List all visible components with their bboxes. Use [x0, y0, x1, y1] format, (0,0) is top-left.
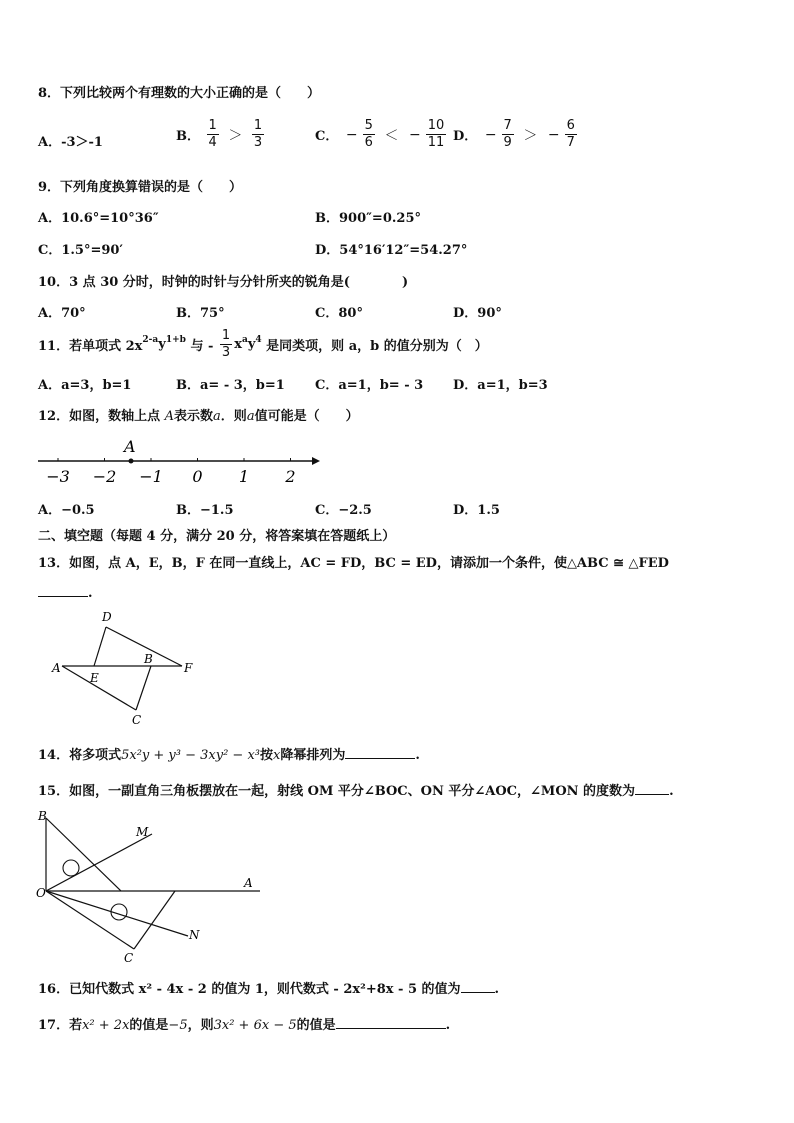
axis-arrow — [312, 457, 320, 465]
q11-option-b: B．a= - 3，b=1 — [176, 378, 285, 393]
variable: x — [273, 748, 281, 763]
numerator: 1 — [221, 328, 231, 343]
stem-text: y — [247, 337, 256, 352]
operator: ＞ — [228, 127, 243, 144]
triangle1-hole — [63, 860, 79, 876]
stem-text: 16．已知代数式 x² - 4x - 2 的值为 1，则代数式 - 2x²+8x - 5 的值为 — [38, 982, 461, 997]
fraction — [502, 118, 514, 151]
stem-text: 11．若单项式 2x — [38, 339, 143, 354]
q10-stem: 10．3 点 30 分时，时钟的时针与分针所夹的锐角是( ) — [38, 275, 409, 290]
label-e: E — [90, 671, 99, 685]
exponent: 4 — [255, 335, 262, 345]
expression: 3x² + 6x − 5 — [213, 1018, 297, 1033]
label-d: D — [102, 610, 112, 624]
exponent: a — [241, 335, 248, 345]
option-label: A． — [38, 135, 62, 150]
answer-blank — [38, 584, 88, 597]
section-heading: 二、填空题（每题 4 分，满分 20 分，将答案填在答题纸上） — [38, 529, 396, 544]
number-line-figure — [36, 434, 326, 490]
q11-option-a: A．a=3，b=1 — [38, 378, 132, 393]
q15-figure — [34, 806, 274, 966]
q8-option-d — [453, 118, 579, 151]
answer-blank — [635, 782, 669, 795]
tick-label: −1 — [139, 467, 163, 486]
stem-text: 15．如图，一副直角三角板摆放在一起，射线 OM 平分∠BOC、ON 平分∠AOC，∠MON 的度数为 — [38, 784, 636, 799]
q15-stem — [38, 780, 674, 799]
q9-option-b: B．900″=0.25° — [315, 211, 421, 226]
q8-option-a — [38, 131, 103, 150]
denominator: 9 — [503, 135, 512, 150]
triangle1-edge-b — [46, 818, 121, 891]
option-label: C． — [315, 129, 339, 144]
fraction — [363, 118, 375, 151]
q16-stem — [38, 978, 499, 997]
segment-de — [94, 627, 106, 666]
q10-option-c: C．80° — [315, 306, 363, 321]
variable: a — [213, 409, 221, 424]
segment-bc — [136, 666, 151, 710]
q10-option-d: D．90° — [453, 306, 502, 321]
q9-option-d: D．54°16′12″=54.27° — [315, 243, 468, 258]
operator: ＜ — [384, 127, 399, 144]
punctuation: . — [445, 1018, 451, 1033]
q10-option-a: A．70° — [38, 306, 86, 321]
numerator: 7 — [503, 118, 512, 133]
numerator: 1 — [208, 118, 217, 133]
fraction — [220, 328, 232, 361]
stem-text: x — [234, 337, 242, 352]
answer-blank — [461, 980, 495, 993]
exponent: 1+b — [165, 335, 186, 345]
exponent: 2-a — [142, 335, 159, 345]
punctuation: . — [494, 982, 500, 997]
stem-text: y — [158, 337, 166, 352]
q12-stem — [38, 405, 359, 424]
tick-label: −3 — [46, 467, 70, 486]
q13-stem: 13．如图，点 A，E，B，F 在同一直线上，AC = FD，BC = ED，请添加一个条件，使△ABC ≅ △FED — [38, 556, 669, 571]
q12-option-d: D．1.5 — [453, 503, 500, 518]
q12-option-c: C．−2.5 — [315, 503, 372, 518]
label-o: O — [36, 886, 46, 900]
fraction — [207, 118, 219, 151]
q11-option-d: D．a=1，b=3 — [453, 378, 548, 393]
ray-om — [46, 834, 152, 891]
punctuation: . — [669, 784, 674, 799]
numerator: 5 — [364, 118, 373, 133]
label-a: A — [52, 661, 61, 675]
label-b: B — [144, 652, 153, 666]
operator: ＞ — [523, 127, 538, 144]
answer-blank — [345, 746, 415, 759]
minus-sign: − — [484, 126, 497, 143]
q8-stem: 8．下列比较两个有理数的大小正确的是（ ） — [38, 86, 321, 101]
q17-stem — [38, 1014, 450, 1033]
tick-label: 1 — [238, 467, 250, 486]
tick-label: −2 — [92, 467, 117, 486]
label-c: C — [132, 713, 142, 727]
q9-option-a: A．10.6°=10°36″ — [38, 211, 159, 226]
denominator: 11 — [427, 135, 445, 150]
fraction — [252, 118, 264, 151]
point-label: A — [164, 409, 175, 424]
option-label: B． — [176, 129, 200, 144]
stem-text: 值可能是（ ） — [254, 409, 359, 424]
q11-option-c: C．a=1，b= - 3 — [315, 378, 424, 393]
point-a-dot — [129, 459, 134, 464]
fraction — [565, 118, 577, 151]
q11-stem — [38, 328, 488, 361]
denominator: 3 — [221, 345, 231, 360]
denominator: 6 — [364, 135, 373, 150]
label-n: N — [189, 928, 200, 942]
label-c: C — [124, 951, 134, 965]
triangle2-edge — [134, 891, 175, 949]
denominator: 4 — [208, 135, 217, 150]
stem-text: 降幂排列为 — [280, 748, 346, 763]
minus-sign: − — [408, 126, 421, 143]
tick-label: 0 — [192, 467, 203, 486]
punctuation: . — [415, 748, 420, 763]
q13-answer-line — [38, 584, 93, 601]
q8-option-c — [315, 118, 448, 151]
q14-stem — [38, 744, 420, 763]
option-label: D． — [453, 129, 478, 144]
stem-text: 按 — [259, 748, 273, 763]
q12-option-a: A．−0.5 — [38, 503, 95, 518]
punctuation: . — [88, 586, 93, 601]
minus-sign: − — [345, 126, 358, 143]
stem-text: 与 - — [185, 339, 214, 354]
denominator: 7 — [566, 135, 575, 150]
axis-point-label: A — [124, 437, 136, 456]
ray-on — [46, 891, 188, 936]
stem-text: 是同类项，则 a，b 的值分别为（ ） — [261, 339, 488, 354]
label-f: F — [184, 661, 193, 675]
stem-text: 的值是 — [296, 1018, 336, 1033]
fraction — [426, 118, 447, 151]
label-b: B — [38, 809, 47, 823]
stem-text: ，则 — [187, 1018, 214, 1033]
answer-blank — [336, 1016, 446, 1029]
label-a: A — [244, 876, 253, 890]
segment-ac — [62, 666, 136, 710]
tick-label: 2 — [285, 467, 296, 486]
stem-text: 的值是 — [129, 1018, 169, 1033]
polynomial: 5x²y + y³ − 3xy² − x³ — [121, 748, 260, 763]
q12-option-b: B．−1.5 — [176, 503, 234, 518]
label-m: M — [136, 825, 149, 839]
q9-option-c: C．1.5°=90′ — [38, 243, 123, 258]
option-text: -3＞-1 — [61, 135, 103, 150]
value: −5 — [168, 1018, 188, 1033]
stem-text: 12．如图，数轴上点 — [38, 409, 165, 424]
variable: a — [246, 409, 255, 424]
minus-sign: − — [547, 126, 560, 143]
stem-text: 17．若 — [38, 1018, 83, 1033]
stem-text: ．则 — [220, 409, 247, 424]
q9-stem: 9．下列角度换算错误的是（ ） — [38, 180, 243, 195]
denominator: 3 — [253, 135, 263, 150]
numerator: 10 — [427, 118, 445, 133]
stem-text: 14．将多项式 — [38, 748, 122, 763]
numerator: 1 — [253, 118, 263, 133]
q8-option-b — [176, 118, 266, 151]
q13-figure — [48, 606, 198, 730]
numerator: 6 — [566, 118, 575, 133]
q10-option-b: B．75° — [176, 306, 225, 321]
stem-text: 表示数 — [174, 409, 214, 424]
expression: x² + 2x — [82, 1018, 130, 1033]
tick-group — [46, 458, 295, 486]
